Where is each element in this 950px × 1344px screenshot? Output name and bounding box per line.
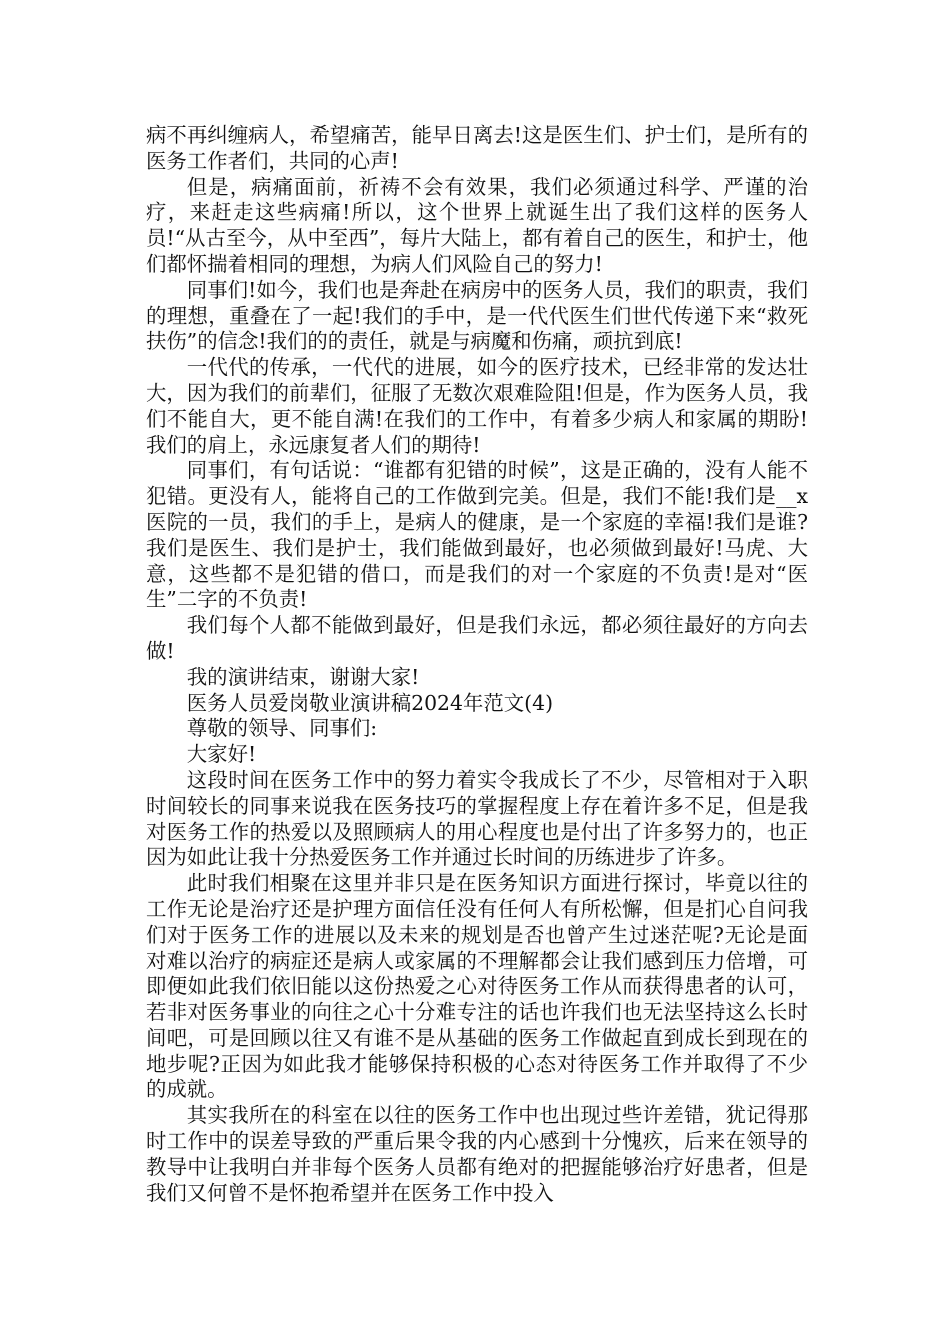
paragraph: 病不再纠缠病人，希望痛苦，能早日离去!这是医生们、护士们，是所有的医务工作者们，共同的心声! (146, 123, 808, 173)
paragraph: 我们每个人都不能做到最好，但是我们永远，都必须往最好的方向去做! (146, 613, 808, 663)
paragraph: 同事们，有句话说：“谁都有犯错的时候”，这是正确的，没有人能不犯错。更没有人，能将自己的工作做到完美。但是，我们不能!我们是__x医院的一员，我们的手上，是病人的健康，是一个家庭的幸福!我们是谁?我们是医生、我们是护士，我们能做到最好，也必须做到最好!马虎、大意，这些都不是犯错的借口，而是我们的对一个家庭的不负责!是对“医生”二字的不负责! (146, 458, 808, 612)
paragraph: 这段时间在医务工作中的努力着实令我成长了不少，尽管相对于入职时间较长的同事来说我在医务技巧的掌握程度上存在着许多不足，但是我对医务工作的热爱以及照顾病人的用心程度也是付出了许多努力的，也正因为如此让我十分热爱医务工作并通过长时间的历练进步了许多。 (146, 767, 808, 870)
closing-line: 我的演讲结束，谢谢大家! (186, 664, 420, 689)
paragraph: 同事们!如今，我们也是奔赴在病房中的医务人员，我们的职责，我们的理想，重叠在了一起!我们的手中，是一代代医生们世代传递下来“救死扶伤”的信念!我们的的责任，就是与病魔和伤痛，顽抗到底! (146, 277, 808, 354)
paragraph: 但是，病痛面前，祈祷不会有效果，我们必须通过科学、严谨的治疗，来赶走这些病痛!所以，这个世界上就诞生出了我们这样的医务人员!“从古至今，从中至西”，每片大陆上，都有着自己的医生，和护士，他们都怀揣着相同的理想，为病人们风险自己的努力! (146, 174, 808, 276)
section-title: 医务人员爱岗敬业演讲稿2024年范文(4) (186, 690, 554, 715)
salutation: 尊敬的领导、同事们: (186, 716, 378, 741)
greeting: 大家好! (186, 742, 257, 767)
paragraph: 其实我所在的科室在以往的医务工作中也出现过些许差错，犹记得那时工作中的误差导致的严重后果令我的内心感到十分愧疚，后来在领导的教导中让我明白并非每个医务人员都有绝对的把握能够治疗好患者，但是我们又何曾不是怀抱希望并在医务工作中投入 (146, 1103, 808, 1205)
paragraph: 此时我们相聚在这里并非只是在医务知识方面进行探讨，毕竟以往的工作无论是治疗还是护理方面信任没有任何人有所松懈，但是扪心自问我们对于医务工作的进展以及未来的规划是否也曾产生过迷茫呢?无论是面对难以治疗的病症还是病人或家属的不理解都会让我们感到压力倍增，可即便如此我们依旧能以这份热爱之心对待医务工作从而获得患者的认可，若非对医务事业的向往之心十分难专注的话也许我们也无法坚持这么长时间吧，可是回顾以往又有谁不是从基础的医务工作做起直到成长到现在的地步呢?正因为如此我才能够保持积极的心态对待医务工作并取得了不少的成就。 (146, 871, 808, 1102)
paragraph: 一代代的传承，一代代的进展，如今的医疗技术，已经非常的发达壮大，因为我们的前辈们，征服了无数次艰难险阻!但是，作为医务人员，我们不能自大，更不能自满!在我们的工作中，有着多少病人和家属的期盼!我们的肩上，永远康复者人们的期待! (146, 355, 808, 457)
document-body (146, 123, 808, 1206)
